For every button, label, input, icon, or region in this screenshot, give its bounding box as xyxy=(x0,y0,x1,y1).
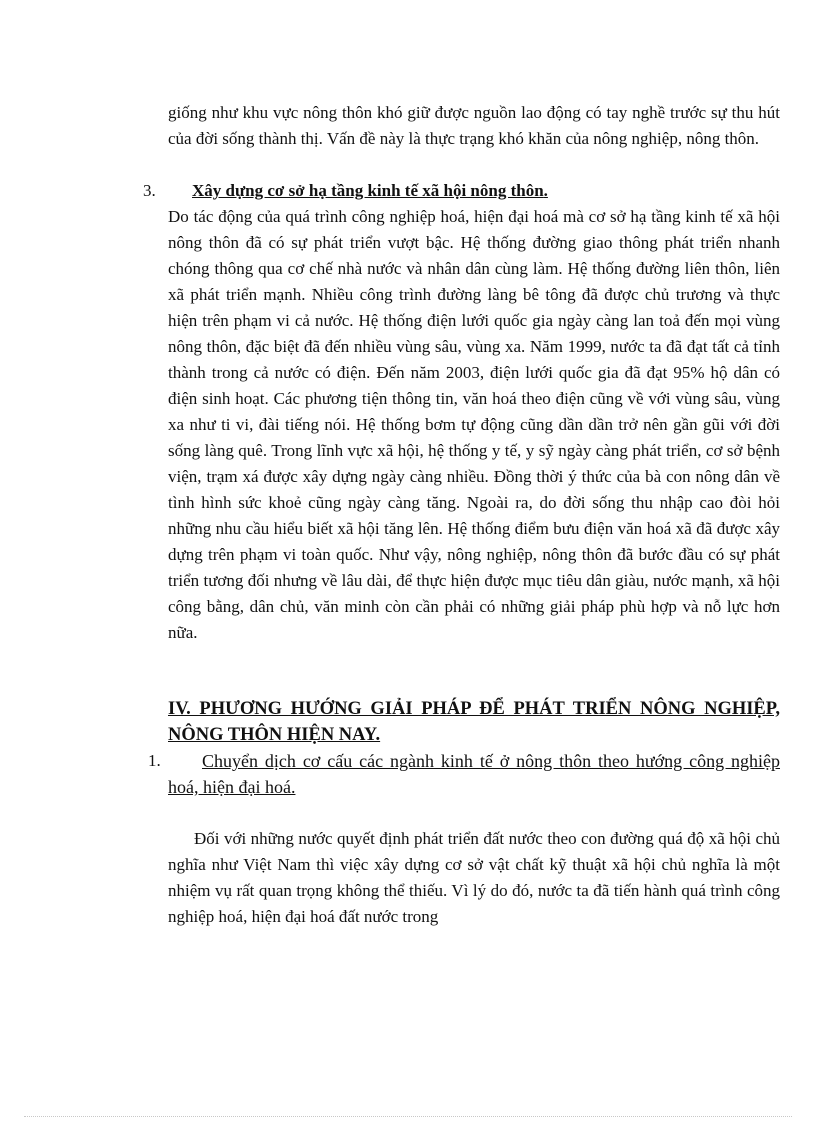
page-footer-divider xyxy=(24,1116,792,1117)
section-3 xyxy=(143,178,780,646)
subsection-1-title: Chuyển dịch cơ cấu các ngành kinh tế ở nông thôn theo hướng công nghiệp hoá, hiện đại hoá. xyxy=(168,751,780,797)
section-3-body: Do tác động của quá trình công nghiệp hoá, hiện đại hoá mà cơ sở hạ tầng kinh tế xã hội nông thôn đã có sự phát triển vượt bậc. Hệ thống đường giao thông phát triển nhanh chóng thông qua cơ chế nhà nước và nhân dân cùng làm. Hệ thống đường liên thôn, liên xã phát triển mạnh. Nhiều công trình đường làng bê tông đã được chủ trương và thực hiện trên phạm vi cả nước. Hệ thống điện lưới quốc gia ngày càng lan toả đến mọi vùng nông thôn, đặc biệt đã đến nhiều vùng sâu, vùng xa. Năm 1999, nước ta đã đạt tất cả tỉnh thành trong cả nước có điện. Đến năm 2003, điện lưới quốc gia đã đạt 95% hộ dân có điện sinh hoạt. Các phương tiện thông tin, văn hoá theo điện cũng về với vùng sâu, vùng xa như ti vi, đài tiếng nói. Hệ thống bơm tự động cũng dần dần trở nên gần gũi với đời sống làng quê. Trong lĩnh vực xã hội, hệ thống y tế, y sỹ ngày càng phát triển, cơ sở bệnh viện, trạm xá được xây dựng ngày càng nhiều. Đồng thời ý thức của bà con nông dân về tình hình sức khoẻ cũng ngày càng tăng. Ngoài ra, do đời sống thu nhập cao đòi hỏi những nhu cầu hiểu biết xã hội tăng lên. Hệ thống điểm bưu điện văn hoá xã đã được xây dựng trên phạm vi toàn quốc. Như vậy, nông nghiệp, nông thôn đã bước đầu có sự phát triển tương đối nhưng về lâu dài, để thực hiện được mục tiêu dân giàu, nước mạnh, xã hội công bằng, dân chủ, văn minh còn cần phải có những giải pháp phù hợp và nỗ lực hơn nữa. xyxy=(168,207,780,642)
intro-paragraph: giống như khu vực nông thôn khó giữ được nguồn lao động có tay nghề trước sự thu hút của đời sống thành thị. Vấn đề này là thực trạng khó khăn của nông nghiệp, nông thôn. xyxy=(168,103,780,148)
subsection-1 xyxy=(148,748,780,800)
section-3-title: Xây dựng cơ sở hạ tầng kinh tế xã hội nông thôn. xyxy=(192,181,548,200)
document-page xyxy=(143,100,780,930)
chapter-4-title: IV. PHƯƠNG HƯỚNG GIẢI PHÁP ĐỂ PHÁT TRIỂN NÔNG NGHIỆP, NÔNG THÔN HIỆN NAY. xyxy=(168,699,780,745)
section-3-number: 3. xyxy=(143,181,156,200)
subsection-1-number: 1. xyxy=(148,751,161,770)
final-paragraph: Đối với những nước quyết định phát triển đất nước theo con đường quá độ xã hội chủ nghĩa như Việt Nam thì việc xây dựng cơ sở vật chất kỹ thuật xã hội chủ nghĩa là một nhiệm vụ rất quan trọng không thể thiếu. Vì lý do đó, nước ta đã tiến hành quá trình công nghiệp hoá, hiện đại hoá đất nước trong xyxy=(168,829,780,926)
